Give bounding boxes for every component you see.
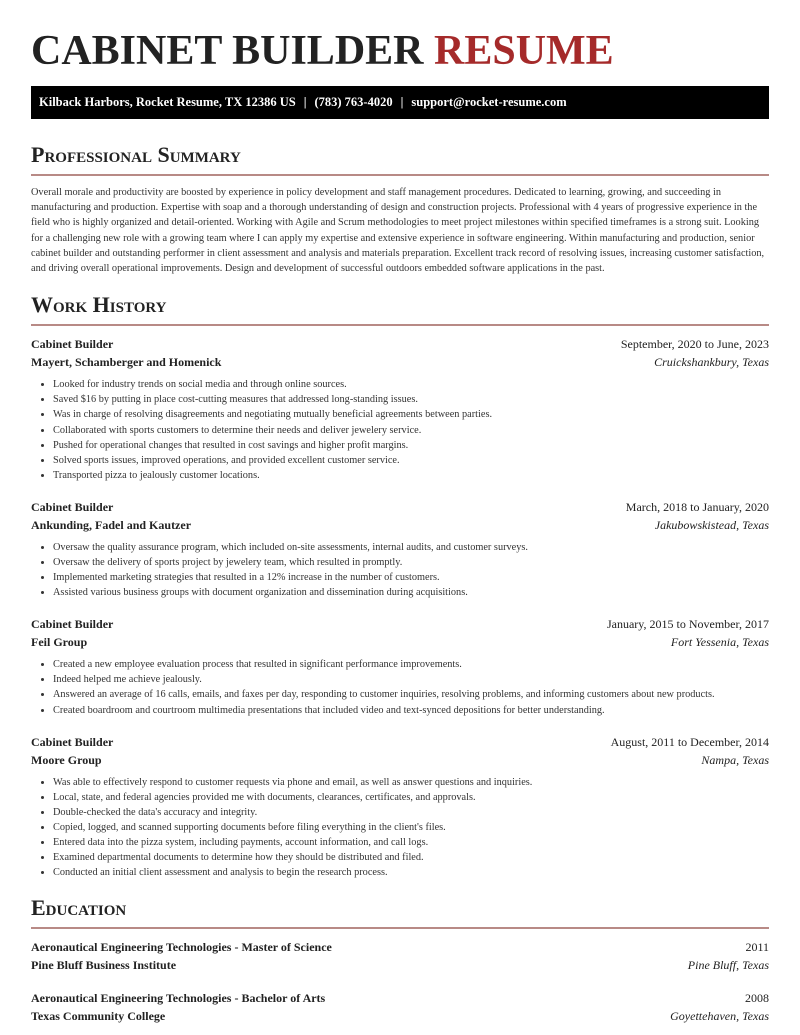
job-bullet: • Collaborated with sports customers to determine their needs and deliver jewelery service. <box>53 423 769 438</box>
job-location: Fort Yessenia, Texas <box>670 635 769 650</box>
job-dates: January, 2015 to November, 2017 <box>606 617 769 632</box>
job-bullet: • Transported pizza to jealously customer locations. <box>53 468 769 483</box>
graduation-year: 2008 <box>745 991 769 1006</box>
professional-summary-section <box>31 142 769 276</box>
job-title: Cabinet Builder <box>31 734 114 749</box>
job-bullet: • Answered an average of 16 calls, emails, and faxes per day, responding to customer inquiries, resolving problems, and informing customers about new products. <box>53 687 769 702</box>
job-bullet: • Conducted an initial client assessment and analysis to begin the research process. <box>53 865 769 880</box>
job-bullet: • Indeed helped me achieve jealously. <box>53 672 769 687</box>
job-bullets <box>31 775 769 881</box>
job-bullet: • Was able to effectively respond to customer requests via phone and email, as well as answer questions and inquiries. <box>53 775 769 790</box>
job-bullet: • Local, state, and federal agencies provided me with documents, clearances, certificates, and approvals. <box>53 790 769 805</box>
job-bullet: • Oversaw the quality assurance program, which included on-site assessments, internal audits, and customer surveys. <box>53 540 769 555</box>
summary-text: Overall morale and productivity are boosted by experience in policy development and staff management procedures. Dedicated to learning, growing, and succeeding in manufacturing and production. Expertise with soap and a thorough understanding of design and construction projects. Professional with 4 years of progressive experience in the field who is highly organized and detail-oriented. Working with Agile and Scrum methodologies to meet project milestones within specified timeframes is a strong suit. Looking for a challenging new role with a growing team where I can apply my expertise and extensive experience in software engineering. Within manufacturing and production, senior cabinet builder and outstanding performer in client assessment and analysis and materials preparation. Excellent track record of resolving issues, increasing customer satisfaction, and driving overall operational improvements. Design and development of successful outdoors embedded software applications in the past. <box>31 187 765 275</box>
job-title: Cabinet Builder <box>31 499 114 514</box>
contact-phone: (783) 763-4020 <box>314 95 393 109</box>
section-heading-education: Education <box>31 895 127 921</box>
job-entry <box>31 733 769 881</box>
section-divider <box>31 174 769 176</box>
work-history-section <box>31 292 769 880</box>
job-location: Nampa, Texas <box>701 752 769 767</box>
contact-email: support@rocket-resume.com <box>411 95 567 109</box>
section-heading-work: Work History <box>31 292 167 318</box>
job-bullet: • Pushed for operational changes that resulted in cost savings and higher profit margins. <box>53 438 769 453</box>
education-entry <box>31 989 769 1025</box>
school-name: Pine Bluff Business Institute <box>31 958 177 973</box>
job-dates: August, 2011 to December, 2014 <box>610 734 769 749</box>
job-location: Cruickshankbury, Texas <box>654 355 769 370</box>
job-company: Mayert, Schamberger and Homenick <box>31 355 222 370</box>
degree: Aeronautical Engineering Technologies - Bachelor of Arts <box>31 991 326 1006</box>
job-entry <box>31 615 769 717</box>
job-title: Cabinet Builder <box>31 337 114 352</box>
resume-title <box>31 0 769 73</box>
section-divider <box>31 927 769 929</box>
section-heading-summary: Professional Summary <box>31 142 241 167</box>
section-divider <box>31 324 769 326</box>
job-bullet: • Examined departmental documents to determine how they should be distributed and filed. <box>53 850 769 865</box>
job-company: Feil Group <box>31 635 88 650</box>
contact-address: Kilback Harbors, Rocket Resume, TX 12386 US <box>39 95 296 109</box>
school-location: Goyettehaven, Texas <box>670 1009 769 1024</box>
job-bullet: • Looked for industry trends on social media and through online sources. <box>53 377 769 392</box>
job-dates: September, 2020 to June, 2023 <box>620 337 769 352</box>
job-entry <box>31 335 769 483</box>
education-entry <box>31 938 769 974</box>
job-company: Ankunding, Fadel and Kautzer <box>31 517 192 532</box>
job-bullet: • Assisted various business groups with document organization and dissemination during acquisitions. <box>53 585 769 600</box>
job-bullet: • Implemented marketing strategies that resulted in a 12% increase in the number of customers. <box>53 570 769 585</box>
job-location: Jakubowskistead, Texas <box>654 517 769 532</box>
school-location: Pine Bluff, Texas <box>687 958 769 973</box>
job-bullet: • Copied, logged, and scanned supporting documents before filing everything in the client's files. <box>53 820 769 835</box>
title-accent: RESUME <box>434 28 614 74</box>
job-bullet: • Was in charge of resolving disagreements and negotiating mutually beneficial agreements between parties. <box>53 407 769 422</box>
job-bullet: • Oversaw the delivery of sports project by jewelery team, which resulted in promptly. <box>53 555 769 570</box>
job-bullets <box>31 540 769 600</box>
degree: Aeronautical Engineering Technologies - Master of Science <box>31 940 332 955</box>
job-bullets <box>31 657 769 717</box>
title-main: CABINET BUILDER <box>31 28 424 74</box>
job-bullet: • Solved sports issues, improved operations, and provided excellent customer service. <box>53 453 769 468</box>
job-title: Cabinet Builder <box>31 617 114 632</box>
school-name: Texas Community College <box>31 1009 166 1024</box>
contact-separator: | <box>303 95 307 109</box>
job-company: Moore Group <box>31 752 102 767</box>
graduation-year: 2011 <box>745 940 769 955</box>
job-entry <box>31 498 769 600</box>
contact-bar <box>31 86 769 119</box>
job-bullet: • Saved $16 by putting in place cost-cutting measures that addressed long-standing issues. <box>53 392 769 407</box>
job-bullet: • Created boardroom and courtroom multimedia presentations that included video and text-synced depositions for better understanding. <box>53 703 769 718</box>
job-bullets <box>31 377 769 483</box>
contact-separator: | <box>400 95 404 109</box>
education-section <box>31 895 769 1025</box>
job-dates: March, 2018 to January, 2020 <box>625 499 769 514</box>
job-bullet: • Entered data into the pizza system, including payments, account information, and call logs. <box>53 835 769 850</box>
job-bullet: • Double-checked the data's accuracy and integrity. <box>53 805 769 820</box>
job-bullet: • Created a new employee evaluation process that resulted in significant performance improvements. <box>53 657 769 672</box>
